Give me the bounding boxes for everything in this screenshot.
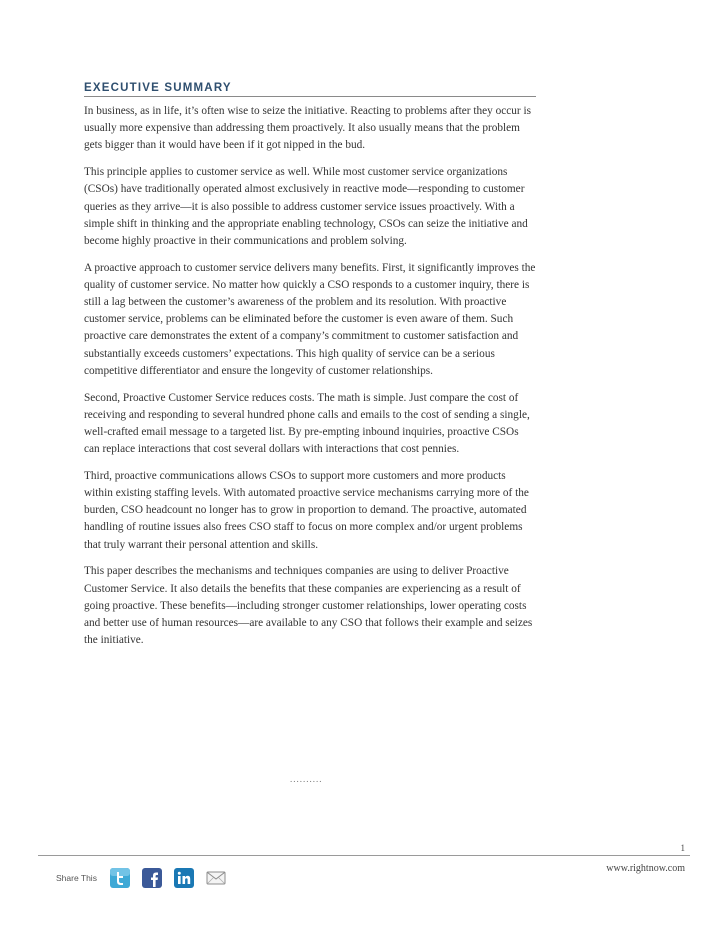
paragraph: Third, proactive communications allows CSOs to support more customers and more products within existing staffing levels. With automated proactive service mechanisms carrying more of the burden, CSO headcount no longer has to grow in proportion to demand. The proactive, automated handling of routine issues also frees CSO staff to focus on more complex and/or urgent problems that truly warrant their personal attention and skills. — [84, 469, 529, 551]
footer-divider — [38, 855, 690, 856]
share-label: Share This — [56, 873, 97, 883]
section-heading: EXECUTIVE SUMMARY — [84, 82, 536, 97]
page-number: 1 — [680, 843, 685, 853]
paragraph: A proactive approach to customer service delivers many benefits. First, it significantly improves the quality of customer service. No matter how quickly a CSO responds to a customer inquiry, there is still a lag between the customer’s awareness of the problem and its resolution. With proactive customer service, problems can be eliminated before the customer is even aware of them. Such proactive care demonstrates the extent of a company’s commitment to customer satisfaction and substantially exceeds customers’ expectations. This high quality of service can be a serious competitive differentiator and ensure the longevity of customer relationships. — [84, 261, 536, 377]
twitter-icon[interactable] — [109, 867, 131, 889]
linkedin-icon[interactable] — [173, 867, 195, 889]
body-text — [84, 103, 536, 659]
email-icon[interactable] — [205, 867, 227, 889]
section-separator: .......... — [290, 774, 323, 784]
paragraph: This principle applies to customer service as well. While most customer service organizations (CSOs) have traditionally operated almost exclusively in reactive mode—responding to customer queries as they arrive—it is also possible to address customer service issues proactively. With a simple shift in thinking and the appropriate enabling technology, CSOs can seize the initiative and become highly proactive in their communications and problem solving. — [84, 166, 528, 247]
share-bar — [56, 866, 227, 890]
site-url-link[interactable]: www.rightnow.com — [606, 863, 685, 874]
paragraph: Second, Proactive Customer Service reduces costs. The math is simple. Just compare the cost of receiving and responding to several hundred phone calls and emails to the cost of sending a single, well-crafted email message to a targeted list. By pre-empting inbound inquiries, proactive CSOs can replace interactions that cost several dollars with interactions that cost pennies. — [84, 391, 530, 456]
paragraph: This paper describes the mechanisms and techniques companies are using to deliver Proactive Customer Service. It also details the benefits that these companies are experiencing as a result of going proactive. These benefits—including stronger customer relationships, lower operating costs and better use of human resources—are available to any CSO that follows their example and seizes the initiative. — [84, 565, 533, 647]
paragraph: In business, as in life, it’s often wise to seize the initiative. Reacting to problems after they occur is usually more expensive than addressing them proactively. It also usually means that the problem gets bigger than it would have been if it got nipped in the bud. — [84, 105, 532, 152]
facebook-icon[interactable] — [141, 867, 163, 889]
